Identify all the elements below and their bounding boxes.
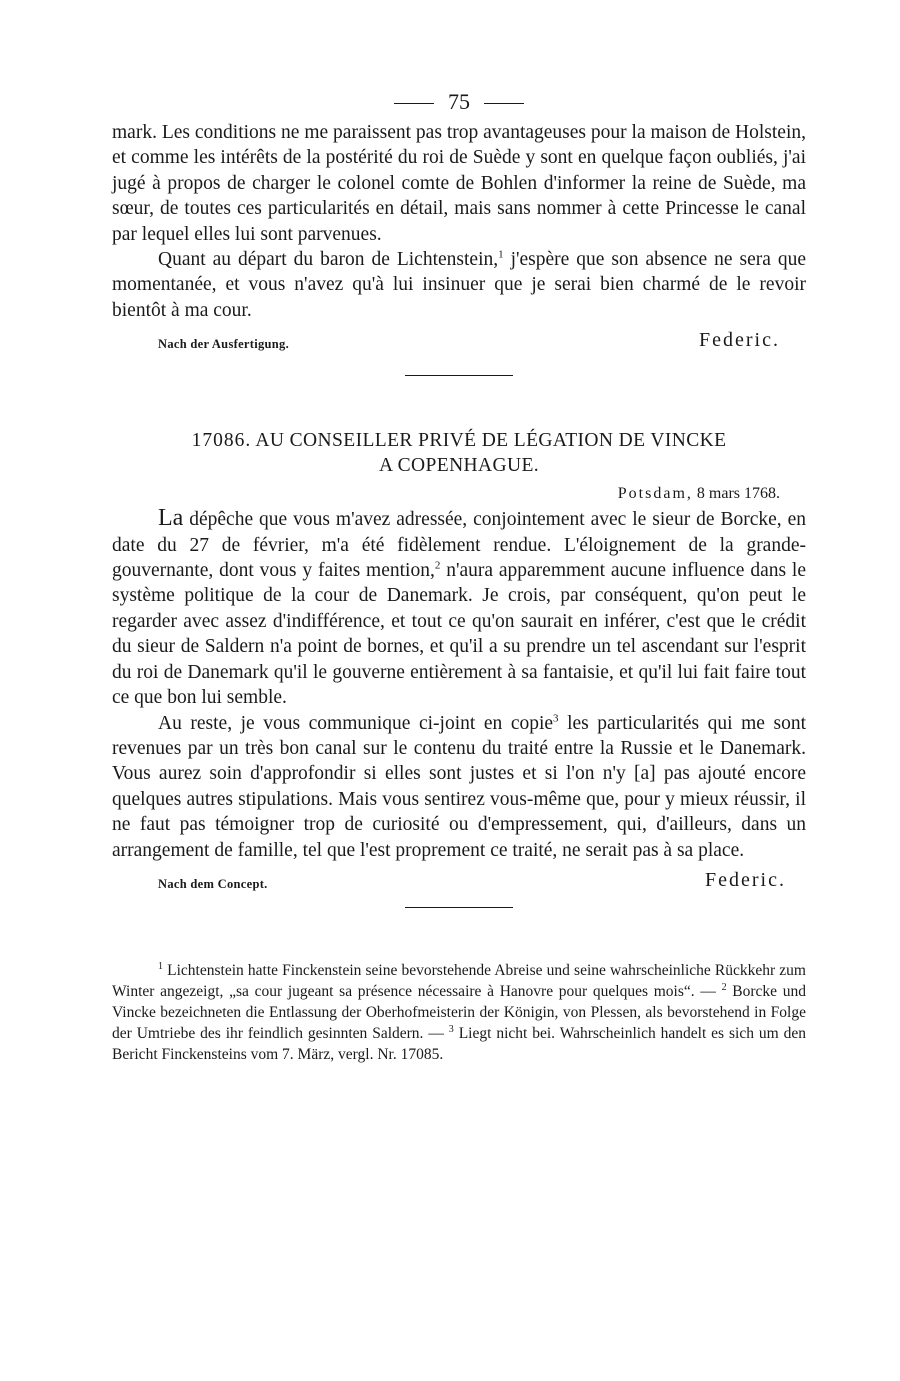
- letter2-source-note: Nach dem Concept.: [158, 876, 268, 891]
- letter2-place: Potsdam,: [617, 485, 693, 503]
- letter2-closing: [112, 869, 806, 899]
- letter2-dateline: [112, 482, 780, 506]
- letter2-p1-text-a: dépêche que vous m'avez adressée, conjointement avec le sieur de Borcke, en date du 27 de février, m'a été fidèlement rendue. L'éloignement de la grande-gouvernante, dont vous y faites mention,: [112, 509, 806, 582]
- letter1-signature: Federic.: [699, 329, 780, 352]
- letter1-closing: [112, 329, 806, 359]
- letter2-date: 8 mars 1768.: [696, 485, 780, 503]
- page-number: 75: [448, 89, 470, 114]
- letter2-signature: Federic.: [705, 868, 786, 891]
- letter1-paragraph-1: mark. Les conditions ne me paraissent pas trop avantageuses pour la maison de Holstein, et comme les intérêts de la postérité du roi de Suède y sont en quelque façon oubliés, j'ai jugé à propos de charger le colonel comte de Bohlen d'informer la reine de Suède, ma sœur, de toutes ces particularités en détail, mais sans nommer à cette Princesse le canal par lequel elles lui sont parvenues.: [112, 122, 806, 245]
- footnote-3: Liegt nicht bei. Wahrscheinlich handelt es sich um den Bericht Finckensteins vom 7. März, vergl. Nr. 17085.: [112, 1024, 806, 1063]
- letter2-p1-text-b: n'aura apparemment aucune influence dans le système politique de la cour de Danemark. Je crois, par conséquent, qu'on peut le regarder avec assez d'indifférence, et tout ce qu'on saurait en inférer, c'est que le crédit du sieur de Saldern n'a point de bornes, et qu'il a su prendre un tel ascendant sur l'esprit du roi de Danemark qu'il le gouverne entièrement à sa fantaisie, et qu'il lui fait faire tout ce que bon lui semble.: [112, 560, 806, 709]
- letter1-source-note: Nach der Ausfertigung.: [158, 337, 290, 352]
- letter2-p2-text-a: Au reste, je vous communique ci-joint en copie: [158, 712, 554, 734]
- footnotes: [112, 960, 806, 1065]
- letter2-title-line2: A COPENHAGUE.: [378, 455, 540, 477]
- footnote-1: Lichtenstein hatte Finckenstein seine bevorstehende Abreise und seine wahrscheinliche Rückkehr zum Winter angezeigt, „sa cour jugeant sa présence nécessaire à Hanovre pour quelques mois“. —: [112, 961, 806, 1000]
- footnote-mark-2: 2: [721, 981, 727, 993]
- document-page: [112, 84, 806, 1065]
- letter2-first-word: La: [158, 505, 184, 532]
- letter2-paragraph-1: [112, 506, 806, 710]
- footnote-mark-3: 3: [448, 1023, 454, 1035]
- header-dash-right: [484, 103, 524, 104]
- letter1-paragraph-2: [112, 247, 806, 323]
- letter2-paragraph-2: [112, 711, 806, 863]
- footnote-ref-2: 2: [434, 559, 441, 572]
- letter2-number: 17086.: [191, 430, 252, 452]
- footnote-ref-3: 3: [553, 712, 559, 724]
- footnote-ref-1: 1: [498, 248, 504, 261]
- letter1-p2-text-a: Quant au départ du baron de Lichtenstein,: [158, 249, 499, 271]
- footnote-mark-1: 1: [158, 960, 163, 972]
- letter2-heading: [112, 428, 806, 478]
- header-dash-left: [394, 103, 434, 104]
- page-header: [112, 84, 806, 120]
- letter1-p2-text-b: j'espère que son absence ne sera que momentanée, et vous n'avez qu'à lui insinuer que je serai bien charmé de le revoir bientôt à ma cour.: [112, 249, 806, 321]
- footnote-2: Borcke und Vincke bezeichneten die Entlassung der Oberhofmeisterin der Königin, von Plessen, als bevorstehend in Folge der Umtriebe des ihr feindlich gesinnten Saldern. —: [112, 982, 806, 1042]
- letter2-title-line1: AU CONSEILLER PRIVÉ DE LÉGATION DE VINCKE: [255, 430, 727, 452]
- letter2-p2-text-b: les particularités qui me sont revenues par un très bon canal sur le contenu du traité entre la Russie et le Danemark. Vous aurez soin d'approfondir si elles sont justes et si l'on n'y [a] pas ajouté encore quelques autres stipulations. Mais vous sentirez vous-même que, pour y mieux réussir, il ne faut pas témoigner trop de curiosité ou d'empressement, qui, d'ailleurs, dans un arrangement de famille, tel que l'est proprement ce traité, ne serait pas à sa place.: [112, 712, 806, 861]
